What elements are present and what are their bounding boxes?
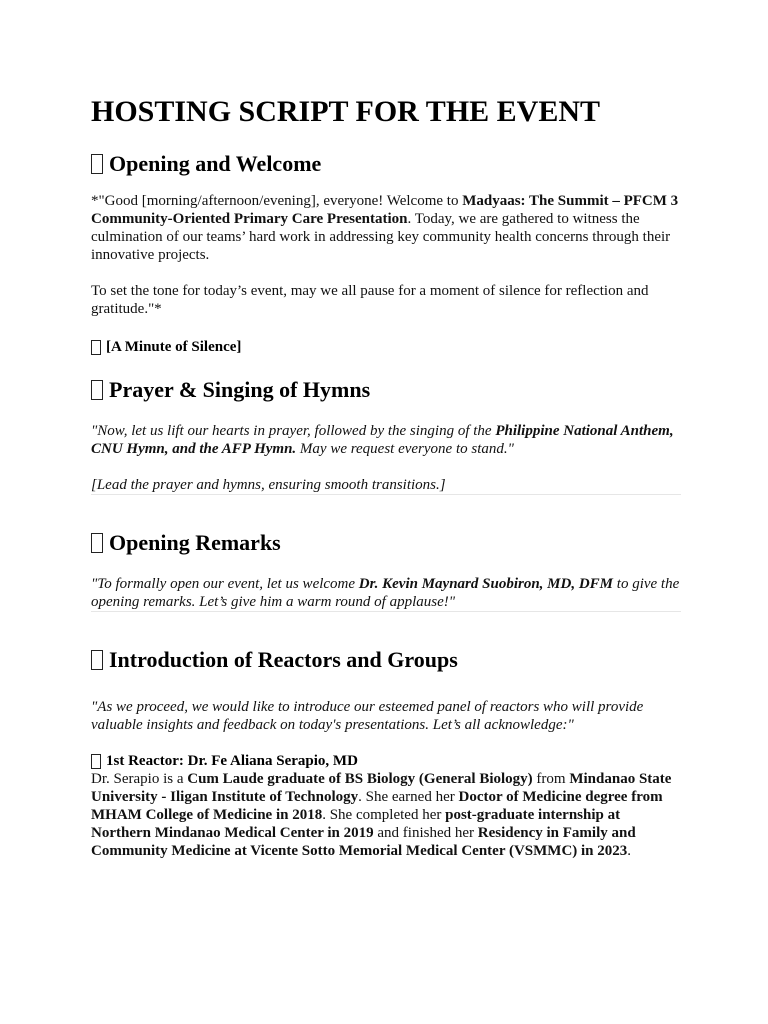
prayer-heading-text: Prayer & Singing of Hymns — [109, 377, 371, 402]
remarks-heading-text: Opening Remarks — [109, 530, 281, 555]
document-title: HOSTING SCRIPT FOR THE EVENT — [91, 95, 601, 128]
prayer-text-1: "Now, let us lift our hearts in prayer, followed by the singing of the — [91, 423, 496, 439]
bio-text: . — [627, 843, 632, 859]
section-divider — [91, 494, 681, 495]
placeholder-glyph-icon — [91, 154, 103, 174]
hymns-list: Philippine National Anthem, CNU Hymn, and the AFP Hymn. — [91, 423, 674, 457]
remarks-heading — [91, 529, 681, 557]
silence-cue — [91, 338, 681, 356]
opening-heading — [91, 150, 681, 178]
bio-text: Dr. Serapio is a — [91, 771, 188, 787]
reactors-heading-text: Introduction of Reactors and Groups — [109, 647, 458, 672]
section-divider — [91, 611, 681, 612]
placeholder-glyph-icon — [91, 380, 103, 400]
opening-text-1: *"Good [morning/afternoon/evening], everyone! Welcome to — [91, 193, 463, 209]
remarks-text-1: "To formally open our event, let us welcome — [91, 576, 359, 592]
document-body — [91, 94, 681, 860]
placeholder-glyph-icon — [91, 340, 101, 355]
bio-text: and finished her — [373, 825, 478, 841]
event-name: Madyaas: The Summit – PFCM 3 Community-Oriented Primary Care Presentation — [91, 193, 679, 227]
prayer-text-2: May we request everyone to stand." — [296, 441, 514, 457]
bio-text: . She completed her — [322, 807, 446, 823]
placeholder-glyph-icon — [91, 650, 103, 670]
silence-paragraph: To set the tone for today’s event, may we all pause for a moment of silence for reflection and gratitude."* — [91, 283, 649, 317]
placeholder-glyph-icon — [91, 754, 101, 769]
remarks-paragraph — [91, 575, 681, 611]
reactor-1-bio — [91, 770, 681, 860]
speaker-name: Dr. Kevin Maynard Suobiron, MD, DFM — [358, 576, 614, 592]
reactors-intro: "As we proceed, we would like to introduce our esteemed panel of reactors who will provide valuable insights and feedback on today's presentations. Let’s all acknowledge:" — [91, 699, 644, 733]
bio-highlight: Mindanao State University - Iligan Institute of Technology — [91, 771, 672, 805]
opening-heading-text: Opening and Welcome — [109, 151, 322, 176]
reactor-1-heading-text: 1st Reactor: Dr. Fe Aliana Serapio, MD — [106, 753, 358, 769]
opening-paragraph — [91, 192, 681, 264]
placeholder-glyph-icon — [91, 533, 103, 553]
prayer-instruction: [Lead the prayer and hymns, ensuring smooth transitions.] — [91, 477, 446, 493]
bio-highlight: Doctor of Medicine degree from MHAM College of Medicine in 2018 — [91, 789, 663, 823]
bio-highlight: Residency in Family and Community Medicine at Vicente Sotto Memorial Medical Center (VSMMC) in 2023 — [91, 825, 636, 859]
remarks-text-2: to give the opening remarks. Let’s give him a warm round of applause!" — [91, 576, 680, 610]
bio-highlight: Cum Laude graduate of BS Biology (General Biology) — [187, 771, 533, 787]
silence-cue-text: [A Minute of Silence] — [106, 339, 242, 355]
bio-highlight: post-graduate internship at Northern Mindanao Medical Center in 2019 — [91, 807, 621, 841]
prayer-paragraph — [91, 422, 681, 458]
bio-text: from — [532, 771, 570, 787]
prayer-heading — [91, 376, 681, 404]
reactors-heading — [91, 646, 681, 674]
bio-text: . She earned her — [358, 789, 459, 805]
reactor-1-heading — [91, 752, 681, 770]
opening-text-2: . Today, we are gathered to witness the culmination of our teams’ hard work in addressing key community health concerns through their innovative projects. — [91, 211, 671, 263]
